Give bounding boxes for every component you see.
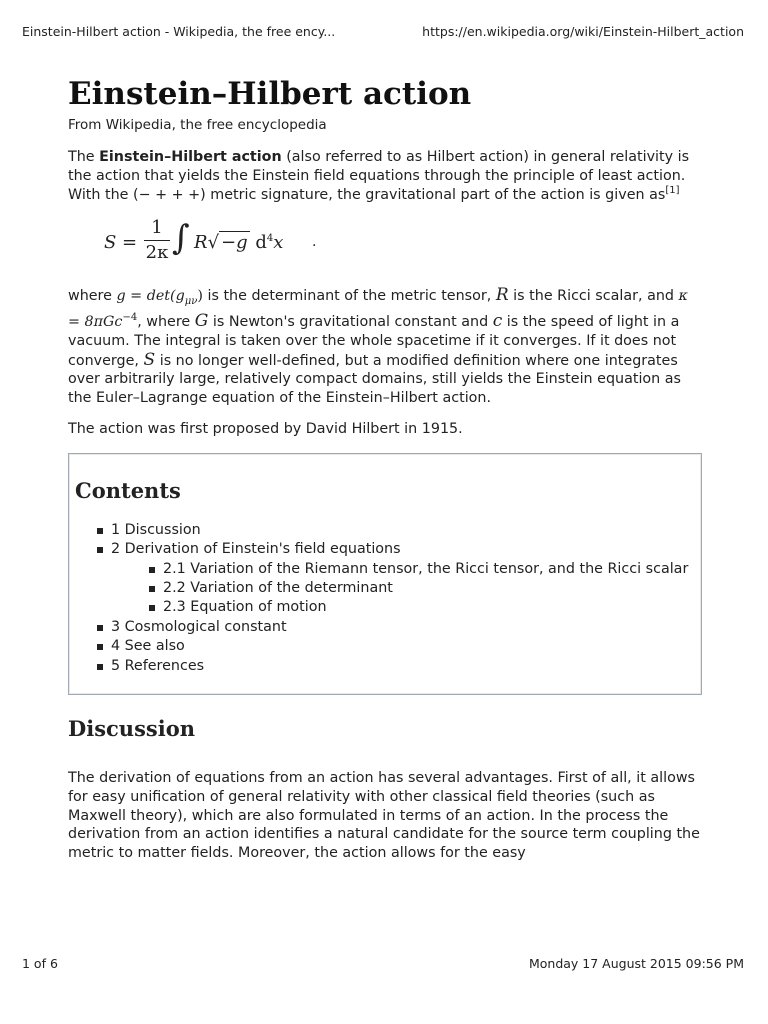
eq-variable: x	[273, 232, 284, 254]
eq-lhs: S	[104, 232, 117, 254]
p2-text-3: is the Ricci scalar, and	[508, 288, 679, 305]
eq-numerator: 1	[144, 216, 170, 241]
math-G: G	[194, 311, 209, 332]
math-R: R	[495, 285, 509, 306]
print-footer	[22, 956, 744, 971]
p2-text-6: is the speed of light in a vacuum. The integral is taken over the whole spacetime if it converges. If it does not converge,	[68, 314, 680, 369]
eq-integrand	[194, 232, 283, 253]
eq-equals: =	[122, 232, 138, 254]
p2-text-5: is Newton's gravitational constant and	[208, 314, 493, 331]
toc-item-references[interactable]: 5 References	[97, 657, 695, 676]
print-header	[22, 24, 744, 39]
toc-item-variation-determinant[interactable]: 2.2 Variation of the determinant	[149, 579, 695, 598]
eq-sqrt: √	[207, 232, 220, 254]
eq-power: 4	[266, 233, 274, 245]
page-title: Einstein–Hilbert action	[68, 76, 472, 112]
toc-item-cosmological-constant[interactable]: 3 Cosmological constant	[97, 618, 695, 637]
article-content	[68, 72, 704, 875]
math-g-det: g = det(g	[116, 288, 185, 305]
intro-paragraph	[68, 148, 704, 204]
toc-item-derivation	[97, 540, 695, 618]
math-kappa-exp: −4	[122, 312, 138, 324]
eq-trailing: .	[312, 234, 317, 251]
toc-title: Contents	[75, 477, 181, 503]
math-g-close: )	[197, 288, 203, 305]
toc-item-see-also[interactable]: 4 See also	[97, 637, 695, 656]
eq-denominator: 2κ	[145, 242, 169, 264]
intro-lead: The	[68, 149, 100, 165]
p2-text-4: , where	[137, 314, 195, 331]
math-c: c	[492, 311, 503, 332]
toc-item-derivation-link[interactable]: 2 Derivation of Einstein's field equations	[111, 541, 401, 558]
footer-timestamp: Monday 17 August 2015 09:56 PM	[528, 956, 744, 971]
math-g-sub: μν	[184, 296, 198, 308]
eq-ricci: R	[194, 232, 208, 254]
intro-text: (also referred to as Hilbert action) in general relativity is the action that yields the Einstein field equations through the principle of least action. With the (− + + +) metric signature, the gravitational part of the action is given as	[68, 149, 690, 203]
p2-text-1: where	[68, 288, 117, 305]
definition-paragraph	[68, 286, 704, 408]
toc-item-equation-of-motion[interactable]: 2.3 Equation of motion	[149, 598, 695, 617]
toc-item-variation-riemann[interactable]: 2.1 Variation of the Riemann tensor, the Ricci tensor, and the Ricci scalar	[149, 560, 695, 579]
discussion-heading: Discussion	[68, 716, 195, 742]
footer-page-count: 1 of 6	[22, 956, 58, 971]
header-url[interactable]: https://en.wikipedia.org/wiki/Einstein-Hilbert_action	[422, 24, 744, 39]
intro-bold-term: Einstein–Hilbert action	[99, 149, 282, 165]
eq-radicand: −g	[221, 232, 248, 254]
math-S: S	[143, 349, 156, 370]
toc-list	[75, 521, 695, 676]
eq-integral: ∫	[172, 218, 190, 259]
header-page-title: Einstein-Hilbert action - Wikipedia, the free ency...	[22, 24, 336, 39]
tagline: From Wikipedia, the free encyclopedia	[68, 117, 327, 133]
p2-text-2: is the determinant of the metric tensor,	[202, 288, 496, 305]
action-equation	[104, 216, 704, 276]
math-kappa: κ = 8πGc	[68, 288, 688, 331]
toc-item-discussion[interactable]: 1 Discussion	[97, 521, 695, 540]
table-of-contents	[68, 453, 702, 695]
eq-d: d	[255, 232, 267, 254]
p2-text-7: is no longer well-defined, but a modified definition where one integrates over arbitrarily large, relatively compact domains, still yields the Einstein equation as the Euler–Lagrange equation of the Einstein–Hilbert action.	[68, 352, 681, 407]
toc-sublist	[111, 560, 695, 618]
history-paragraph: The action was first proposed by David Hilbert in 1915.	[68, 421, 463, 438]
eq-fraction	[144, 216, 170, 265]
reference-link[interactable]: [1]	[665, 184, 680, 196]
discussion-paragraph: The derivation of equations from an action has several advantages. First of all, it allows for easy unification of general relativity with other classical field theories (such as Maxwell theory), which are also formulated in terms of an action. In the process the derivation from an action identifies a natural candidate for the source term coupling the metric to matter fields. Moreover, the action allows for the easy	[68, 770, 700, 862]
